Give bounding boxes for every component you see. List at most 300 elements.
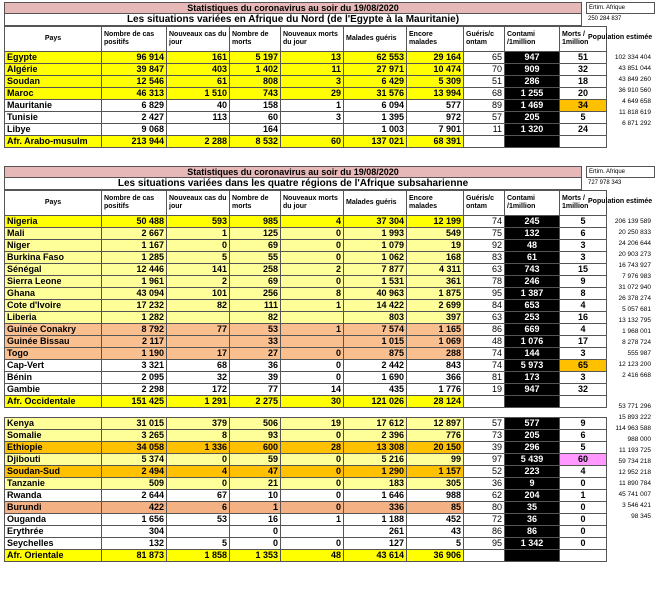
population-cell: 12 123 200 [618, 361, 651, 368]
table-row [5, 372, 607, 384]
value-cell: 86 [464, 324, 505, 336]
value-cell: 1 [281, 100, 344, 112]
table-row [5, 550, 607, 562]
value-cell: 60 [281, 136, 344, 148]
value-cell: 947 [505, 52, 560, 64]
value-cell: 8 [167, 430, 230, 442]
value-cell: 808 [230, 76, 281, 88]
value-cell: 3 [281, 76, 344, 88]
value-cell [464, 396, 505, 408]
value-cell: 1 646 [344, 490, 407, 502]
value-cell: 68 [167, 360, 230, 372]
population-cell: 4 649 658 [622, 98, 651, 105]
value-cell: 28 124 [407, 396, 464, 408]
north-pop-header: Population estimée [588, 34, 653, 41]
value-cell: 0 [281, 430, 344, 442]
value-cell: 5 [560, 112, 607, 124]
north-pop-column [586, 52, 655, 140]
value-cell: 43 614 [344, 550, 407, 562]
population-cell: 8 278 724 [622, 339, 651, 346]
value-cell: 28 [281, 442, 344, 454]
column-header: Malades guéris [344, 191, 407, 216]
country-cell: Niger [5, 240, 102, 252]
value-cell: 2 117 [102, 336, 167, 348]
value-cell: 223 [505, 466, 560, 478]
value-cell: 7 574 [344, 324, 407, 336]
value-cell: 0 [281, 478, 344, 490]
country-cell: Rwanda [5, 490, 102, 502]
table-row [5, 384, 607, 396]
value-cell: 13 994 [407, 88, 464, 100]
column-header: Morts / 1million [560, 27, 607, 52]
value-cell: 1 656 [102, 514, 167, 526]
value-cell: 73 [464, 430, 505, 442]
value-cell: 0 [560, 514, 607, 526]
value-cell: 985 [230, 216, 281, 228]
value-cell: 74 [464, 216, 505, 228]
country-cell: Erythrée [5, 526, 102, 538]
population-cell: 59 734 218 [618, 458, 651, 465]
value-cell: 36 906 [407, 550, 464, 562]
value-cell: 18 [560, 76, 607, 88]
country-cell: Tanzanie [5, 478, 102, 490]
value-cell: 65 [464, 52, 505, 64]
population-cell: 98 345 [631, 513, 651, 520]
table-row [5, 100, 607, 112]
value-cell: 2 644 [102, 490, 167, 502]
value-cell: 361 [407, 276, 464, 288]
value-cell: 1 353 [230, 550, 281, 562]
value-cell: 403 [167, 64, 230, 76]
value-cell: 2 442 [344, 360, 407, 372]
value-cell: 669 [505, 324, 560, 336]
value-cell: 121 026 [344, 396, 407, 408]
value-cell: 577 [407, 100, 464, 112]
population-cell: 20 903 273 [618, 251, 651, 258]
value-cell: 29 [281, 88, 344, 100]
value-cell: 1 395 [344, 112, 407, 124]
value-cell: 3 [560, 252, 607, 264]
country-cell: Kenya [5, 418, 102, 430]
country-cell: Togo [5, 348, 102, 360]
value-cell: 43 [407, 526, 464, 538]
population-cell: 6 871 292 [622, 120, 651, 127]
south-pop-column [586, 216, 655, 533]
value-cell: 5 309 [407, 76, 464, 88]
value-cell: 183 [344, 478, 407, 490]
country-cell: Somalie [5, 430, 102, 442]
value-cell: 33 [230, 336, 281, 348]
value-cell: 141 [167, 264, 230, 276]
north-estim-value: 250 284 837 [588, 16, 622, 22]
value-cell: 988 [407, 490, 464, 502]
column-header: Pays [5, 27, 102, 52]
value-cell: 20 150 [407, 442, 464, 454]
column-header: Nouveaux morts du jour [281, 27, 344, 52]
value-cell: 164 [230, 124, 281, 136]
population-cell: 31 072 940 [618, 284, 651, 291]
value-cell: 16 [560, 312, 607, 324]
value-cell: 68 [464, 88, 505, 100]
table-row [5, 88, 607, 100]
country-cell: Burkina Faso [5, 252, 102, 264]
value-cell: 63 [464, 312, 505, 324]
country-cell: Soudan-Sud [5, 466, 102, 478]
value-cell: 5 374 [102, 454, 167, 466]
population-cell: 45 741 007 [618, 491, 651, 498]
value-cell: 30 [281, 396, 344, 408]
value-cell: 7 901 [407, 124, 464, 136]
value-cell: 875 [344, 348, 407, 360]
value-cell: 24 [560, 124, 607, 136]
value-cell: 600 [230, 442, 281, 454]
table-row [5, 124, 607, 136]
value-cell: 17 612 [344, 418, 407, 430]
value-cell [281, 526, 344, 538]
value-cell: 81 [464, 372, 505, 384]
value-cell: 2 427 [102, 112, 167, 124]
value-cell: 4 311 [407, 264, 464, 276]
value-cell: 0 [560, 526, 607, 538]
column-header: Contami /1million [505, 27, 560, 52]
value-cell: 5 216 [344, 454, 407, 466]
value-cell: 144 [505, 348, 560, 360]
value-cell: 3 [281, 112, 344, 124]
value-cell: 92 [464, 240, 505, 252]
population-cell: 43 851 044 [618, 65, 651, 72]
value-cell [505, 136, 560, 148]
south-subtitle: Les situations variées dans les quatre régions de l'Afrique subsaharienne [4, 178, 582, 190]
value-cell: 743 [230, 88, 281, 100]
column-header: Guéris/c ontam [464, 27, 505, 52]
value-cell: 0 [281, 502, 344, 514]
population-cell: 13 132 795 [618, 317, 651, 324]
value-cell: 9 [560, 418, 607, 430]
population-cell: 16 743 927 [618, 262, 651, 269]
table-row [5, 502, 607, 514]
value-cell: 50 488 [102, 216, 167, 228]
value-cell: 2 275 [230, 396, 281, 408]
value-cell: 72 [464, 514, 505, 526]
value-cell: 549 [407, 228, 464, 240]
country-cell: Sierra Leone [5, 276, 102, 288]
table-row [5, 430, 607, 442]
table-row [5, 514, 607, 526]
south-pop-header: Population estimée [588, 198, 653, 205]
value-cell: 43 094 [102, 288, 167, 300]
value-cell: 0 [281, 372, 344, 384]
value-cell: 1 [167, 228, 230, 240]
table-row [5, 312, 607, 324]
value-cell: 1 290 [344, 466, 407, 478]
value-cell: 77 [167, 324, 230, 336]
population-cell: 555 987 [627, 350, 651, 357]
value-cell: 10 474 [407, 64, 464, 76]
country-cell: Nigeria [5, 216, 102, 228]
value-cell: 1 510 [167, 88, 230, 100]
value-cell: 173 [505, 372, 560, 384]
value-cell: 1 190 [102, 348, 167, 360]
value-cell: 947 [505, 384, 560, 396]
country-cell: Seychelles [5, 538, 102, 550]
value-cell: 2 298 [102, 384, 167, 396]
value-cell: 19 [407, 240, 464, 252]
value-cell: 48 [281, 550, 344, 562]
value-cell: 304 [102, 526, 167, 538]
country-cell: Soudan [5, 76, 102, 88]
value-cell: 246 [505, 276, 560, 288]
value-cell: 35 [505, 502, 560, 514]
value-cell: 0 [281, 348, 344, 360]
value-cell [505, 396, 560, 408]
table-row [5, 336, 607, 348]
value-cell: 6 829 [102, 100, 167, 112]
value-cell: 69 [230, 276, 281, 288]
value-cell: 40 [167, 100, 230, 112]
value-cell: 11 [464, 124, 505, 136]
value-cell: 1 255 [505, 88, 560, 100]
value-cell: 27 [230, 348, 281, 360]
value-cell: 7 877 [344, 264, 407, 276]
value-cell: 99 [407, 454, 464, 466]
value-cell: 68 391 [407, 136, 464, 148]
value-cell: 205 [505, 430, 560, 442]
country-cell: Burundi [5, 502, 102, 514]
value-cell: 82 [167, 300, 230, 312]
value-cell: 36 [505, 514, 560, 526]
value-cell: 19 [281, 418, 344, 430]
value-cell: 4 [167, 466, 230, 478]
population-cell: 11 193 725 [618, 447, 651, 454]
table-row [5, 538, 607, 550]
value-cell: 0 [560, 478, 607, 490]
population-cell: 15 893 222 [618, 414, 651, 421]
value-cell: 65 [560, 360, 607, 372]
value-cell: 506 [230, 418, 281, 430]
value-cell [167, 312, 230, 324]
header-row [5, 191, 607, 216]
value-cell: 86 [505, 526, 560, 538]
value-cell: 83 [464, 252, 505, 264]
value-cell: 12 897 [407, 418, 464, 430]
south-estim-value: 727 978 343 [588, 180, 622, 186]
value-cell: 1 342 [505, 538, 560, 550]
table-row [5, 324, 607, 336]
value-cell: 1 165 [407, 324, 464, 336]
country-cell: Ghana [5, 288, 102, 300]
value-cell: 67 [167, 490, 230, 502]
value-cell: 336 [344, 502, 407, 514]
value-cell: 435 [344, 384, 407, 396]
value-cell: 2 699 [407, 300, 464, 312]
value-cell: 972 [407, 112, 464, 124]
value-cell: 1 076 [505, 336, 560, 348]
value-cell: 2 396 [344, 430, 407, 442]
value-cell: 9 [560, 276, 607, 288]
value-cell: 39 [230, 372, 281, 384]
value-cell: 1 282 [102, 312, 167, 324]
value-cell: 111 [230, 300, 281, 312]
value-cell: 101 [167, 288, 230, 300]
value-cell: 14 [281, 384, 344, 396]
value-cell: 53 [167, 514, 230, 526]
population-cell: 43 849 260 [618, 76, 651, 83]
value-cell: 6 094 [344, 100, 407, 112]
value-cell: 2 095 [102, 372, 167, 384]
value-cell: 256 [230, 288, 281, 300]
country-cell: Cote d'Ivoire [5, 300, 102, 312]
value-cell: 366 [407, 372, 464, 384]
value-cell: 17 [167, 348, 230, 360]
population-cell [586, 381, 655, 392]
value-cell: 96 914 [102, 52, 167, 64]
value-cell: 12 199 [407, 216, 464, 228]
value-cell: 63 [464, 264, 505, 276]
value-cell: 261 [344, 526, 407, 538]
north-subtitle: Les situations variées en Afrique du Nord (de l'Egypte à la Mauritanie) [4, 14, 582, 26]
table-row [5, 252, 607, 264]
country-cell: Mauritanie [5, 100, 102, 112]
value-cell: 1 875 [407, 288, 464, 300]
value-cell [505, 550, 560, 562]
population-cell: 114 963 588 [615, 425, 651, 432]
value-cell: 1 320 [505, 124, 560, 136]
value-cell: 3 [560, 348, 607, 360]
value-cell: 69 [230, 240, 281, 252]
value-cell: 39 [464, 442, 505, 454]
value-cell: 6 429 [344, 76, 407, 88]
value-cell: 909 [505, 64, 560, 76]
population-cell: 102 334 404 [614, 54, 651, 61]
value-cell: 1 858 [167, 550, 230, 562]
table-row [5, 454, 607, 466]
value-cell: 204 [505, 490, 560, 502]
value-cell: 743 [505, 264, 560, 276]
value-cell: 125 [230, 228, 281, 240]
value-cell: 3 [560, 240, 607, 252]
country-cell: Libye [5, 124, 102, 136]
value-cell: 0 [281, 360, 344, 372]
value-cell: 62 553 [344, 52, 407, 64]
value-cell: 1 402 [230, 64, 281, 76]
country-cell: Djibouti [5, 454, 102, 466]
value-cell: 1 003 [344, 124, 407, 136]
population-cell: 24 206 644 [618, 240, 651, 247]
value-cell: 296 [505, 442, 560, 454]
country-cell: Bénin [5, 372, 102, 384]
value-cell: 0 [560, 502, 607, 514]
value-cell: 55 [230, 252, 281, 264]
value-cell: 81 873 [102, 550, 167, 562]
country-cell: Afr. Orientale [5, 550, 102, 562]
population-cell: 36 910 560 [618, 87, 651, 94]
table-row [5, 490, 607, 502]
value-cell: 60 [560, 454, 607, 466]
value-cell: 3 321 [102, 360, 167, 372]
value-cell: 85 [407, 502, 464, 514]
value-cell: 305 [407, 478, 464, 490]
value-cell: 1 069 [407, 336, 464, 348]
value-cell [281, 124, 344, 136]
value-cell: 213 944 [102, 136, 167, 148]
value-cell: 61 [167, 76, 230, 88]
value-cell: 32 [560, 64, 607, 76]
value-cell: 93 [230, 430, 281, 442]
north-table [4, 26, 607, 148]
value-cell: 168 [407, 252, 464, 264]
value-cell: 8 792 [102, 324, 167, 336]
value-cell: 1 [560, 490, 607, 502]
value-cell: 48 [505, 240, 560, 252]
table-row [5, 240, 607, 252]
country-cell: Guinée Conakry [5, 324, 102, 336]
value-cell: 75 [464, 228, 505, 240]
value-cell: 57 [464, 112, 505, 124]
country-cell: Ouganda [5, 514, 102, 526]
value-cell: 288 [407, 348, 464, 360]
value-cell: 51 [464, 76, 505, 88]
value-cell: 36 [230, 360, 281, 372]
column-header: Nombre de cas positifs [102, 191, 167, 216]
value-cell: 286 [505, 76, 560, 88]
table-row [5, 136, 607, 148]
value-cell: 0 [167, 240, 230, 252]
value-cell: 1 285 [102, 252, 167, 264]
value-cell: 8 [281, 288, 344, 300]
south-title: Statistiques du coronavirus au soir du 19/08/2020 [4, 166, 582, 178]
value-cell: 13 308 [344, 442, 407, 454]
column-header: Nouveaux morts du jour [281, 191, 344, 216]
value-cell: 12 546 [102, 76, 167, 88]
population-cell: 11 890 784 [618, 480, 651, 487]
value-cell: 89 [464, 100, 505, 112]
value-cell: 70 [464, 64, 505, 76]
population-cell: 26 378 274 [618, 295, 651, 302]
value-cell: 14 422 [344, 300, 407, 312]
value-cell: 113 [167, 112, 230, 124]
value-cell: 2 494 [102, 466, 167, 478]
spacer-row [5, 408, 607, 418]
value-cell: 776 [407, 430, 464, 442]
country-cell: Maroc [5, 88, 102, 100]
value-cell: 60 [230, 112, 281, 124]
value-cell: 0 [281, 490, 344, 502]
value-cell: 1 531 [344, 276, 407, 288]
country-cell: Egypte [5, 52, 102, 64]
table-row [5, 396, 607, 408]
value-cell: 74 [464, 348, 505, 360]
value-cell: 5 197 [230, 52, 281, 64]
value-cell: 62 [464, 490, 505, 502]
south-estim-label: Ertim. Afrique [586, 166, 655, 178]
value-cell: 4 [281, 216, 344, 228]
table-row [5, 360, 607, 372]
value-cell: 5 [407, 538, 464, 550]
table-row [5, 112, 607, 124]
value-cell: 0 [281, 466, 344, 478]
table-row [5, 228, 607, 240]
value-cell: 205 [505, 112, 560, 124]
country-cell: Cap-Vert [5, 360, 102, 372]
value-cell: 3 [560, 372, 607, 384]
value-cell: 36 [464, 478, 505, 490]
header-row [5, 27, 607, 52]
value-cell: 253 [505, 312, 560, 324]
value-cell: 132 [505, 228, 560, 240]
value-cell: 158 [230, 100, 281, 112]
value-cell: 15 [560, 264, 607, 276]
value-cell: 34 058 [102, 442, 167, 454]
